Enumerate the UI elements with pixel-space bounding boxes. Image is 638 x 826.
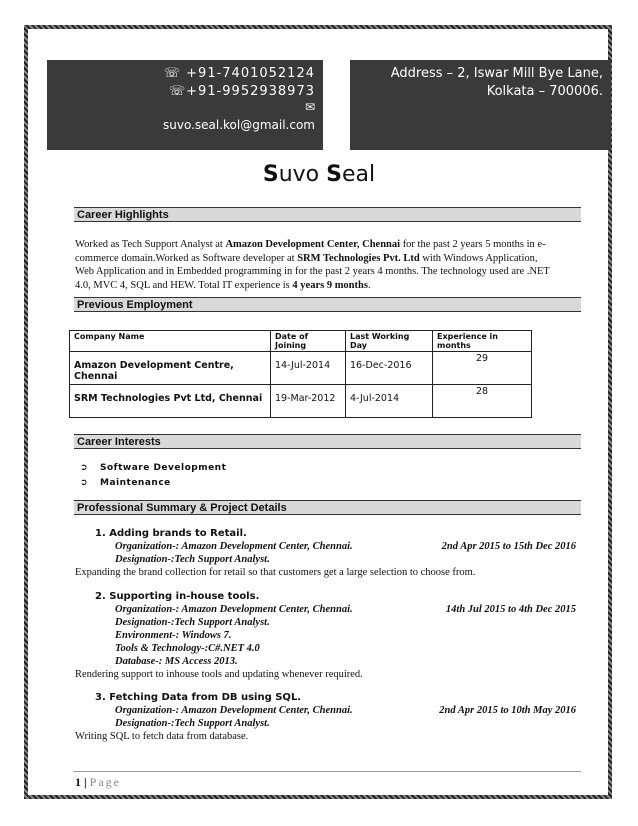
cell-joining: 14-Jul-2014 <box>271 352 346 385</box>
candidate-name: Suvo Seal <box>262 162 376 187</box>
project-date: 2nd Apr 2015 to 10th May 2016 <box>439 705 576 716</box>
project-environment: Environment-: Windows 7. <box>115 630 232 641</box>
section-career-highlights: Career Highlights <box>74 207 581 222</box>
project-description: Expanding the brand collection for retail so that customers get a large selection to choose from. <box>75 567 476 578</box>
employment-table <box>69 330 532 418</box>
list-item: ➲ Maintenance <box>80 478 171 488</box>
project-title: 1. Adding brands to Retail. <box>95 528 247 539</box>
project-title: 2. Supporting in-house tools. <box>95 591 260 602</box>
col-joining: Date of Joining <box>271 331 346 352</box>
col-last-day: Last Working Day <box>346 331 433 352</box>
cell-joining: 19-Mar-2012 <box>271 385 346 418</box>
address-box <box>350 60 611 150</box>
project-description: Rendering support to inhouse tools and updating whenever required. <box>75 669 363 680</box>
project-org: Organization-: Amazon Development Center, Chennai. <box>115 541 353 552</box>
footer-divider <box>74 771 581 772</box>
list-item: ➲ Software Development <box>80 463 227 473</box>
table-header-row <box>70 331 532 352</box>
col-experience: Experience in months <box>433 331 532 352</box>
section-career-interests: Career Interests <box>74 434 581 449</box>
phone-primary: ☏ +91-7401052124 <box>163 66 315 81</box>
project-date: 14th Jul 2015 to 4th Dec 2015 <box>445 604 576 615</box>
project-title: 3. Fetching Data from DB using SQL. <box>95 692 302 703</box>
cell-company: Amazon Development Centre, Chennai <box>70 352 271 385</box>
mail-icon: ✉ <box>304 100 315 114</box>
project-database: Database-: MS Access 2013. <box>115 656 238 667</box>
project-designation: Designation-:Tech Support Analyst. <box>115 617 270 628</box>
cell-last-day: 4-Jul-2014 <box>346 385 433 418</box>
col-company: Company Name <box>70 331 271 352</box>
table-row <box>70 385 532 418</box>
project-date: 2nd Apr 2015 to 15th Dec 2016 <box>441 541 576 552</box>
address-line-1: Address – 2, Iswar Mill Bye Lane, <box>390 66 603 81</box>
cell-company: SRM Technologies Pvt Ltd, Chennai <box>70 385 271 418</box>
address-line-2: Kolkata – 700006. <box>486 84 603 99</box>
cell-experience: 29 <box>433 352 532 385</box>
contact-box <box>47 60 323 150</box>
section-previous-employment: Previous Employment <box>74 297 581 312</box>
project-org: Organization-: Amazon Development Center, Chennai. <box>115 604 353 615</box>
arrow-bullet-icon: ➲ <box>80 478 89 488</box>
cell-experience: 28 <box>433 385 532 418</box>
project-designation: Designation-:Tech Support Analyst. <box>115 554 270 565</box>
project-designation: Designation-:Tech Support Analyst. <box>115 718 270 729</box>
project-description: Writing SQL to fetch data from database. <box>75 731 249 742</box>
table-row <box>70 352 532 385</box>
project-tools: Tools & Technology-:C#.NET 4.0 <box>115 643 260 654</box>
career-highlights-text: Worked as Tech Support Analyst at Amazon Development Center, Chennai for the past 2 years 5 months in e-commerce domain.Worked as Software developer at SRM Technologies Pvt. Ltd with Windows Application, Web Application and in Embedded programming in for the past 2 years 4 months. The technology used are .NET 4.0, MVC 4, SQL and HEW. Total IT experience is 4 years 9 months. <box>75 239 550 291</box>
phone-secondary: ☏+91-9952938973 <box>168 84 315 99</box>
email: suvo.seal.kol@gmail.com <box>162 118 315 132</box>
project-org: Organization-: Amazon Development Center, Chennai. <box>115 705 353 716</box>
arrow-bullet-icon: ➲ <box>80 463 89 473</box>
section-professional-summary: Professional Summary & Project Details <box>74 500 581 515</box>
cell-last-day: 16-Dec-2016 <box>346 352 433 385</box>
page-footer: 1 | Page <box>75 775 121 789</box>
